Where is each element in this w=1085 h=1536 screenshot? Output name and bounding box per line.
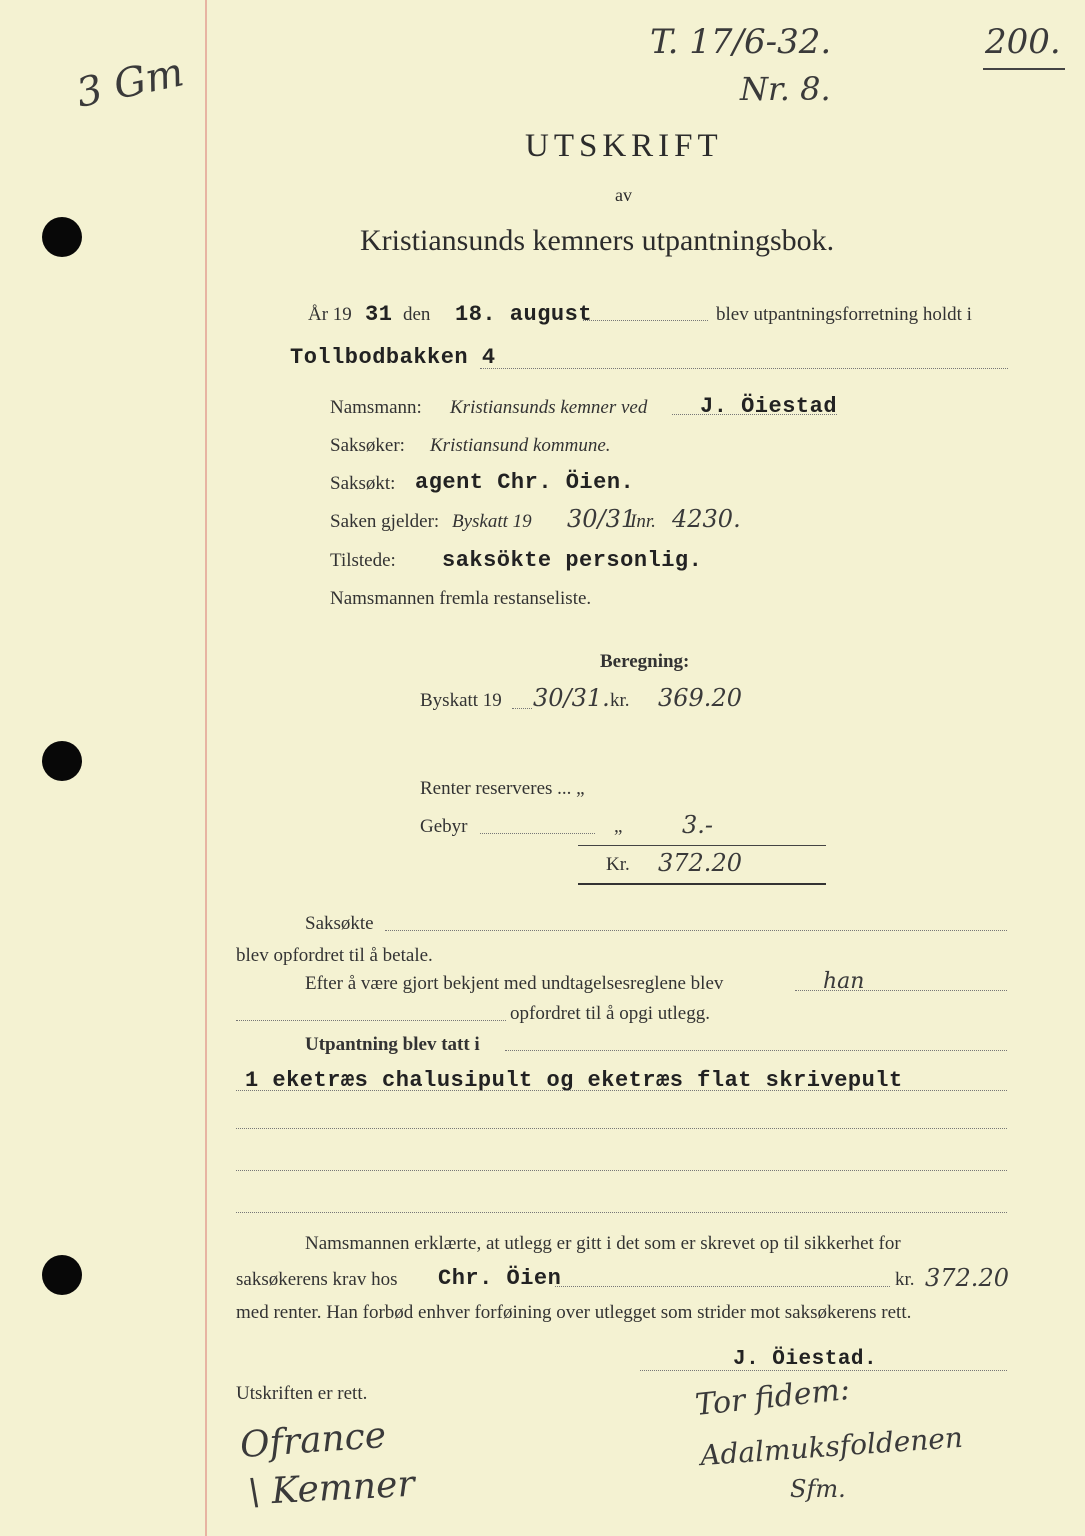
beregning-heading: Beregning: [600, 651, 690, 672]
saksokt-label: Saksøkt: [330, 473, 396, 494]
held-text: blev utpantningsforretning holdt i [716, 304, 972, 325]
blank-line-3 [236, 1212, 1007, 1213]
byskatt-amount: 369.20 [658, 684, 742, 712]
tilstede-label: Tilstede: [330, 550, 396, 571]
punch-hole-bottom [42, 1255, 82, 1295]
restanse-text: Namsmannen fremla restanseliste. [330, 588, 592, 609]
han-dots [795, 990, 1007, 991]
right-signature-1: Tor fidem: [693, 1371, 852, 1424]
page-title: UTSKRIFT [525, 128, 723, 164]
sum-line-bottom [578, 883, 826, 885]
rett-text: Utskriften er rett. [236, 1383, 368, 1404]
namsmann-label: Namsmann: [330, 397, 422, 418]
right-signature-2: Adalmuksfoldenen [699, 1420, 964, 1473]
saken-years: 30/31 [567, 505, 637, 533]
saken-nr: 4230. [672, 505, 741, 533]
erklaerte-text: Namsmannen erklærte, at utlegg er gitt i det som er skrevet op til sikkerhet for [305, 1233, 901, 1254]
byskatt-kr: kr. [610, 690, 630, 711]
registered-note: T. 17/6-32. [650, 22, 832, 62]
utpantning-label: Utpantning blev tatt i [305, 1034, 480, 1055]
opgi-dots [236, 1020, 506, 1021]
margin-note: 3 Gm [72, 49, 188, 117]
intro-date: 18. august [455, 302, 593, 327]
krav-dots [555, 1286, 890, 1287]
krav-amount: 372.20 [925, 1264, 1009, 1292]
saksoker-label: Saksøker: [330, 435, 405, 456]
utpantning-value: 1 eketræs chalusipult og eketræs flat skrivepult [245, 1068, 903, 1093]
utpantning-dots-2 [236, 1090, 1007, 1091]
renter-text: med renter. Han forbød enhver forføining over utlegget som strider mot saksøkerens rett. [236, 1302, 912, 1323]
left-signature-1: Ofrance [238, 1414, 388, 1467]
page-number: 200. [985, 22, 1061, 62]
saksoker-value: Kristiansund kommune. [430, 435, 611, 456]
namsmann-dots [672, 414, 837, 415]
location-dots [480, 368, 1008, 369]
saken-value: Byskatt 19 [452, 511, 532, 532]
krav-name: Chr. Öien [438, 1266, 562, 1291]
gebyr-quote: „ [614, 816, 623, 837]
efter-text: Efter å være gjort bekjent med undtagelsesreglene blev [305, 973, 724, 994]
han-value: han [823, 969, 865, 994]
title-av: av [615, 185, 632, 205]
tilstede-value: saksökte personlig. [442, 548, 703, 573]
utpantning-dots [505, 1050, 1007, 1051]
den-label: den [403, 304, 431, 325]
blank-line-2 [236, 1170, 1007, 1171]
total-label: Kr. [606, 854, 630, 875]
date-dots [583, 320, 708, 321]
byskatt-dots [512, 708, 532, 709]
saksokt-value: agent Chr. Öien. [415, 470, 635, 495]
year-suffix: 31 [365, 302, 393, 327]
year-prefix: År 19 [308, 304, 352, 325]
left-signature-2: \ Kemner [247, 1463, 416, 1514]
total-amount: 372.20 [658, 849, 742, 877]
saksokte-label: Saksøkte [305, 913, 374, 934]
margin-line [205, 0, 207, 1536]
opgi-text: opfordret til å opgi utlegg. [510, 1003, 710, 1024]
blank-line-1 [236, 1128, 1007, 1129]
gebyr-label: Gebyr [420, 816, 468, 837]
renter-label: Renter reserveres ... „ [420, 778, 585, 799]
location: Tollbodbakken 4 [290, 345, 496, 370]
byskatt-years: 30/31. [533, 684, 610, 712]
sum-line-top [578, 845, 826, 846]
typed-signature: J. Öiestad. [733, 1348, 878, 1371]
krav-kr: kr. [895, 1269, 915, 1290]
saken-nr-label: Inr. [630, 511, 656, 532]
page-subtitle: Kristiansunds kemners utpantningsbok. [360, 224, 835, 257]
namsmann-value: Kristiansunds kemner ved [450, 397, 648, 418]
namsmann-name: J. Öiestad [700, 394, 838, 419]
gebyr-amount: 3.- [682, 811, 714, 839]
number-note: Nr. 8. [740, 70, 831, 108]
saksokte-dots [385, 930, 1007, 931]
punch-hole-top [42, 217, 82, 257]
krav-prefix: saksøkerens krav hos [236, 1269, 398, 1290]
saken-label: Saken gjelder: [330, 511, 440, 532]
byskatt-label: Byskatt 19 [420, 690, 502, 711]
punch-hole-middle [42, 741, 82, 781]
page-number-underline [983, 68, 1065, 70]
opfordret-text: blev opfordret til å betale. [236, 945, 433, 966]
right-signature-3: Sfm. [790, 1475, 846, 1503]
gebyr-dots [480, 833, 595, 834]
